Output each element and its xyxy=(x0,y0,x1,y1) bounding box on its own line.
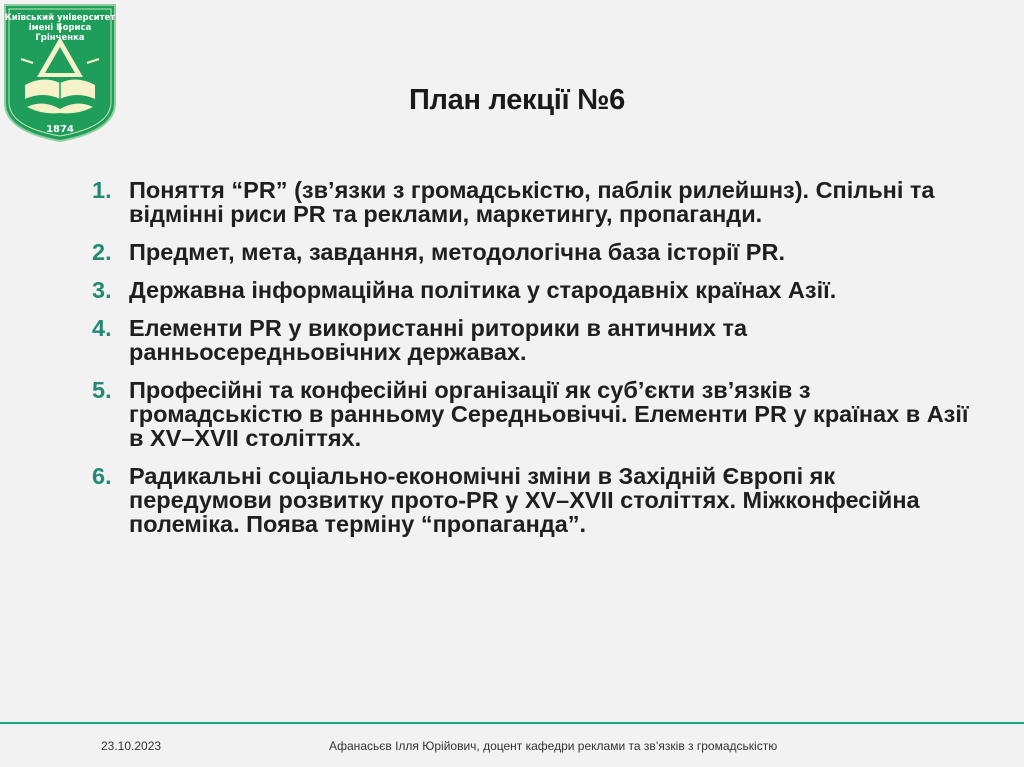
list-item xyxy=(92,240,972,264)
item-number: 3. xyxy=(92,277,112,303)
item-text: Радикальні соціально-економічні зміни в Західній Європі як передумови розвитку прото-PR у XV–XVII століттях. Міжконфесійна полеміка. Поява терміну “пропаганда”. xyxy=(129,463,920,537)
item-number: 5. xyxy=(92,377,112,403)
list-item xyxy=(92,378,972,450)
item-number: 2. xyxy=(92,239,112,265)
item-text: Державна інформаційна політика у стародавніх країнах Азії. xyxy=(129,277,837,303)
footer-divider xyxy=(0,722,1024,724)
item-text: Предмет, мета, завдання, методологічна база історії PR. xyxy=(129,239,785,265)
item-text: Поняття “PR” (зв’язки з громадськістю, паблік рилейшнз). Спільні та відмінні риси PR та реклами, маркетингу, пропаганди. xyxy=(129,177,935,227)
item-text: Професійні та конфесійні організації як суб’єкти зв’язків з громадськістю в ранньому Середньовіччі. Елементи PR у країнах в Азії в XV–XVII століттях. xyxy=(129,377,969,451)
list-item xyxy=(92,278,972,302)
logo-line-1: Київський університет xyxy=(4,13,116,23)
list-item xyxy=(92,316,972,364)
logo-year: 1874 xyxy=(46,124,74,135)
footer-date: 23.10.2023 xyxy=(101,739,162,753)
item-number: 4. xyxy=(92,315,112,341)
list-item xyxy=(92,464,972,536)
item-number: 1. xyxy=(92,177,112,203)
list-item xyxy=(92,178,972,226)
item-number: 6. xyxy=(92,463,112,489)
item-text: Елементи PR у використанні риторики в античних та ранньосередньовічних державах. xyxy=(129,315,748,365)
footer-author: Афанасьєв Ілля Юрійович, доцент кафедри реклами та зв’язків з громадськістю xyxy=(329,739,778,753)
lecture-plan-list xyxy=(92,178,972,550)
logo-line-2: імені Бориса Грінченка xyxy=(28,23,92,43)
slide-title: План лекції №6 xyxy=(409,84,626,116)
university-logo xyxy=(3,3,117,143)
